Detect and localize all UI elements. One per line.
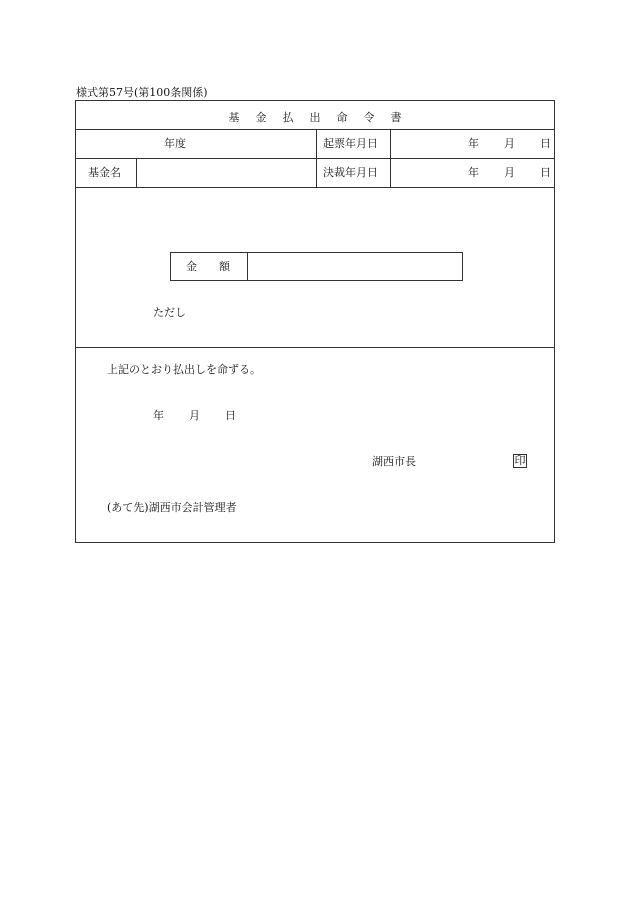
decision-date-label: 決裁年月日 xyxy=(323,166,378,179)
amount-label-1: 金 xyxy=(186,260,197,273)
fund-payout-order-form xyxy=(75,100,555,543)
fund-name-label: 基金名 xyxy=(88,166,121,179)
seal-mark: 印 xyxy=(514,454,526,467)
form-title: 基金払出命令書 xyxy=(228,111,418,124)
divider-row1 xyxy=(76,158,554,159)
decision-date-day: 日 xyxy=(540,166,551,179)
form-number-caption: 様式第57号(第100条関係) xyxy=(76,86,208,99)
divider-v-fund-name xyxy=(136,158,137,187)
order-date-month: 月 xyxy=(189,409,200,422)
order-date-year: 年 xyxy=(153,409,164,422)
amount-divider xyxy=(247,253,248,280)
note-label: ただし xyxy=(153,306,186,319)
order-date-day: 日 xyxy=(225,409,236,422)
draft-date-year: 年 xyxy=(468,137,479,150)
draft-date-month: 月 xyxy=(504,137,515,150)
order-text: 上記のとおり払出しを命ずる。 xyxy=(107,363,261,376)
decision-date-year: 年 xyxy=(468,166,479,179)
amount-box xyxy=(170,252,463,281)
divider-amount-section xyxy=(76,347,554,348)
divider-title xyxy=(76,129,554,130)
draft-date-day: 日 xyxy=(540,137,551,150)
decision-date-month: 月 xyxy=(504,166,515,179)
draft-date-label: 起票年月日 xyxy=(323,137,378,150)
divider-row2 xyxy=(76,187,554,188)
addressee: (あて先)湖西市会計管理者 xyxy=(107,501,237,514)
mayor-title: 湖西市長 xyxy=(372,455,416,468)
fiscal-year-label: 年度 xyxy=(164,137,186,150)
amount-label-2: 額 xyxy=(219,260,230,273)
